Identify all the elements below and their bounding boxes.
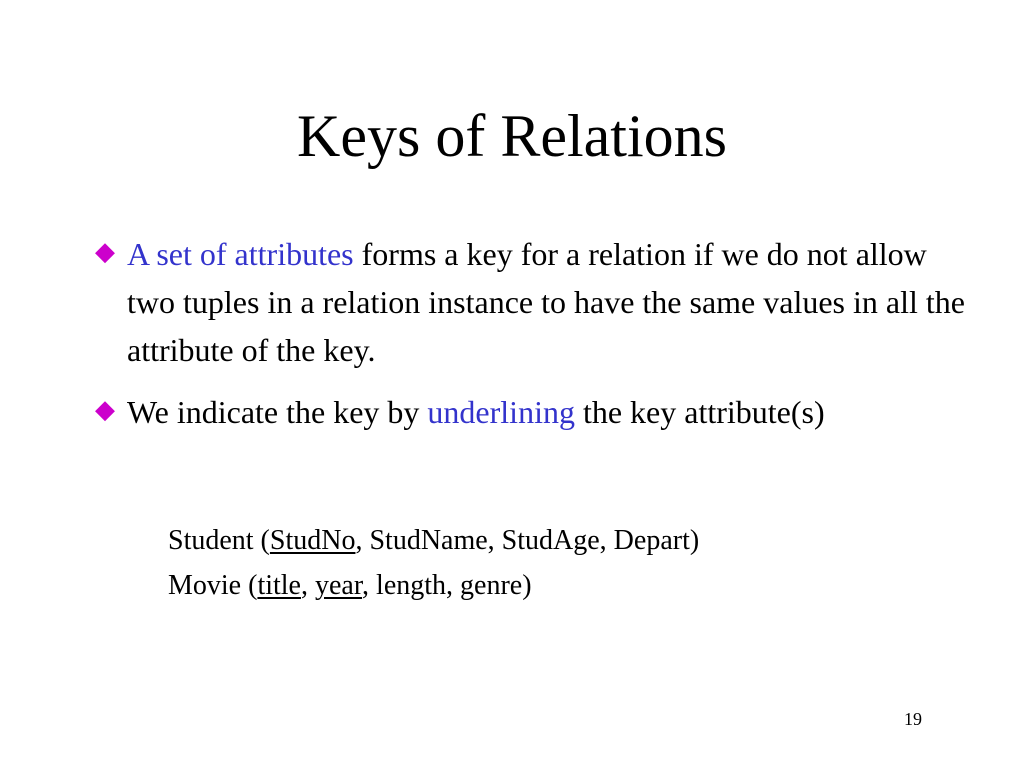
movie-key-separator: , — [300, 570, 315, 601]
schema-examples — [168, 518, 699, 608]
movie-schema — [168, 563, 699, 608]
movie-key-attribute-year: year — [314, 570, 363, 601]
diamond-bullet-icon: ◆ — [95, 395, 115, 424]
movie-relation-name: Movie ( — [168, 570, 258, 601]
highlight-underlining: underlining — [427, 394, 575, 430]
bullet-item-underlining — [93, 388, 973, 436]
movie-key-attribute-title: title — [257, 570, 301, 601]
page-number: 19 — [904, 709, 922, 729]
student-key-attribute: StudNo — [269, 525, 356, 556]
bullet-list — [93, 230, 973, 450]
diamond-bullet-icon: ◆ — [95, 237, 115, 266]
bullet-text-before: We indicate the key by — [127, 394, 428, 430]
student-other-attributes: , StudName, StudAge, Depart) — [355, 525, 700, 556]
movie-other-attributes: , length, genre) — [362, 570, 532, 601]
bullet-item-key-definition — [93, 230, 973, 374]
student-relation-name: Student ( — [168, 525, 270, 556]
student-schema — [168, 518, 699, 563]
bullet-text-key-definition: forms a key for a relation if we do not allow two tuples in a relation instance to have the same values in all the attribute of the key. — [127, 236, 965, 368]
highlight-set-of-attributes: A set of attributes — [127, 236, 354, 272]
bullet-text-after: the key attribute(s) — [574, 394, 825, 430]
slide-title: Keys of Relations — [297, 103, 727, 169]
